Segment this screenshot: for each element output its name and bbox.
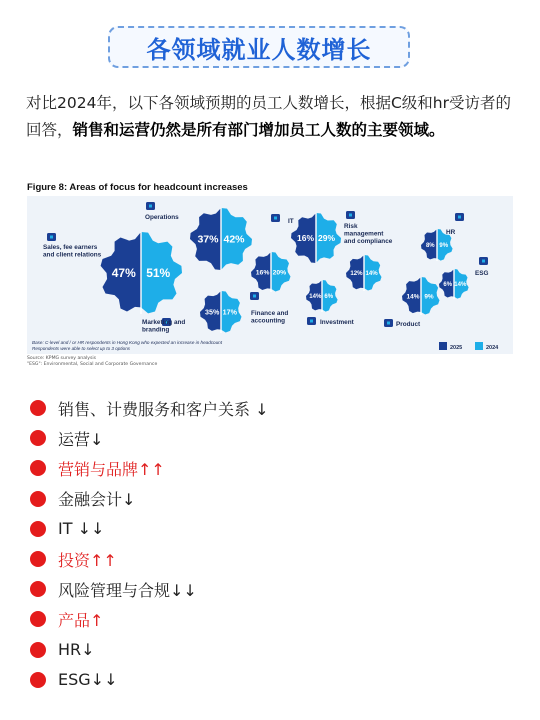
list-item-text: 产品↑ xyxy=(58,610,104,630)
figure-source xyxy=(27,356,157,368)
list-item-text: IT ↓↓ xyxy=(58,519,105,539)
value-label-2024: 29% xyxy=(317,232,336,243)
value-label-2025: 47% xyxy=(111,266,136,281)
category-label-investment: Investment xyxy=(320,319,354,326)
money-icon xyxy=(47,233,56,241)
value-label-2024: 17% xyxy=(222,308,237,317)
bullet-dot-icon xyxy=(30,581,46,597)
gear-investment xyxy=(306,280,338,312)
figure-title: Figure 8: Areas of focus for headcount increases xyxy=(27,182,248,193)
value-label-2025: 35% xyxy=(205,308,220,317)
value-label-2024: 20% xyxy=(272,269,287,277)
value-label-2025: 14% xyxy=(406,293,420,301)
value-label-2025: 8% xyxy=(425,243,435,250)
gear-finance xyxy=(251,252,291,292)
gear-risk xyxy=(346,255,382,291)
cubes-icon xyxy=(384,319,393,327)
gear-product xyxy=(402,277,440,315)
list-item xyxy=(30,453,269,483)
category-label-sales: and client relations xyxy=(43,251,102,259)
page-title: 各领域就业人数增长 xyxy=(146,35,372,64)
person-shield-icon xyxy=(346,211,355,219)
list-item xyxy=(30,544,269,574)
list-item-text: 销售、计费服务和客户关系 ↓ xyxy=(58,399,269,419)
intro-bold-text: 销售和运营仍然是所有部门增加员工人数的主要领域。 xyxy=(72,121,445,139)
list-item-text: 运营↓ xyxy=(58,429,104,449)
category-label-risk: and compliance xyxy=(344,238,393,245)
value-label-2024: 14% xyxy=(454,282,467,289)
value-label-2024: 6% xyxy=(324,294,334,301)
category-label-operations: Operations xyxy=(145,214,179,221)
gear-operations xyxy=(190,208,252,270)
bullet-dot-icon xyxy=(30,642,46,658)
bullet-dot-icon xyxy=(30,460,46,476)
chart-legend xyxy=(439,342,499,351)
value-label-2025: 37% xyxy=(197,233,219,246)
legend-swatch-2025 xyxy=(439,342,447,350)
list-item xyxy=(30,484,269,514)
legend-label-2025: 2025 xyxy=(450,345,463,351)
category-label-risk: management xyxy=(344,230,384,238)
bullet-dot-icon xyxy=(30,551,46,567)
bullet-dot-icon xyxy=(30,400,46,416)
list-item-text: HR↓ xyxy=(58,640,95,660)
area-list xyxy=(30,393,269,695)
value-label-2025: 6% xyxy=(443,282,453,289)
value-label-2025: 16% xyxy=(255,269,270,277)
list-item xyxy=(30,574,269,604)
intro-paragraph xyxy=(26,90,516,144)
category-label-esg: ESG xyxy=(475,270,489,277)
gear-people-icon xyxy=(146,202,155,210)
list-item-text: ESG↓↓ xyxy=(58,670,118,690)
list-item xyxy=(30,604,269,634)
category-label-finance: Finance and xyxy=(251,310,289,317)
list-item xyxy=(30,393,269,423)
legend-swatch-2024 xyxy=(475,342,483,350)
gear-chart-svg xyxy=(27,196,513,354)
monitor-icon xyxy=(271,214,280,222)
category-label-finance: accounting xyxy=(251,317,286,325)
list-item-text: 金融会计↓ xyxy=(58,490,136,510)
list-item-text: 风险管理与合规↓↓ xyxy=(58,580,197,600)
value-label-2025: 14% xyxy=(309,294,322,301)
category-label-marketing: Marketing and xyxy=(142,319,186,326)
value-label-2024: 42% xyxy=(223,233,245,246)
value-label-2025: 16% xyxy=(296,232,315,243)
list-item xyxy=(30,635,269,665)
list-item-text: 投资↑↑ xyxy=(58,550,117,570)
bullet-dot-icon xyxy=(30,611,46,627)
category-label-risk: Risk xyxy=(344,223,358,230)
org-chart-icon xyxy=(455,213,464,221)
list-item xyxy=(30,423,269,453)
bullet-dot-icon xyxy=(30,491,46,507)
value-label-2025: 12% xyxy=(350,270,363,278)
source-note: Source: KPMG survey analysis xyxy=(27,356,97,361)
chart-doc-icon xyxy=(250,292,259,300)
legend-label-2024: 2024 xyxy=(486,345,499,351)
gear-sales xyxy=(101,232,182,314)
list-item xyxy=(30,514,269,544)
bar-chart-icon xyxy=(307,317,316,325)
category-label-sales: Sales, fee earners xyxy=(43,244,98,251)
esg-note: "ESG": Environmental, Social and Corporate Governance xyxy=(27,362,158,367)
category-label-hr: HR xyxy=(446,229,456,236)
value-label-2024: 9% xyxy=(424,293,434,301)
base-note: Base: C-level and / or HR respondents in Hong Kong who expected an increase in headcount xyxy=(32,340,222,345)
bullet-dot-icon xyxy=(30,430,46,446)
list-item xyxy=(30,665,269,695)
respondents-note: Respondents were able to select up to 3 options xyxy=(32,346,131,351)
gear-esg xyxy=(439,269,469,299)
gear-it xyxy=(291,213,341,263)
gear-chart xyxy=(27,196,513,354)
intro-text: 对比2024年，以下各领域预期的员工人数增长，根据C级和hr受访者的回答， xyxy=(26,94,511,139)
value-label-2024: 9% xyxy=(439,243,449,250)
value-label-2024: 51% xyxy=(146,266,171,281)
title-banner xyxy=(108,26,410,68)
gear-marketing xyxy=(200,291,242,333)
category-label-marketing: branding xyxy=(142,326,170,334)
bullet-dot-icon xyxy=(30,672,46,688)
list-item-text: 营销与品牌↑↑ xyxy=(58,459,165,479)
category-label-it: IT xyxy=(288,218,294,225)
value-label-2024: 14% xyxy=(365,270,378,278)
factory-icon xyxy=(479,257,488,265)
bullet-dot-icon xyxy=(30,521,46,537)
category-label-product: Product xyxy=(396,321,421,328)
